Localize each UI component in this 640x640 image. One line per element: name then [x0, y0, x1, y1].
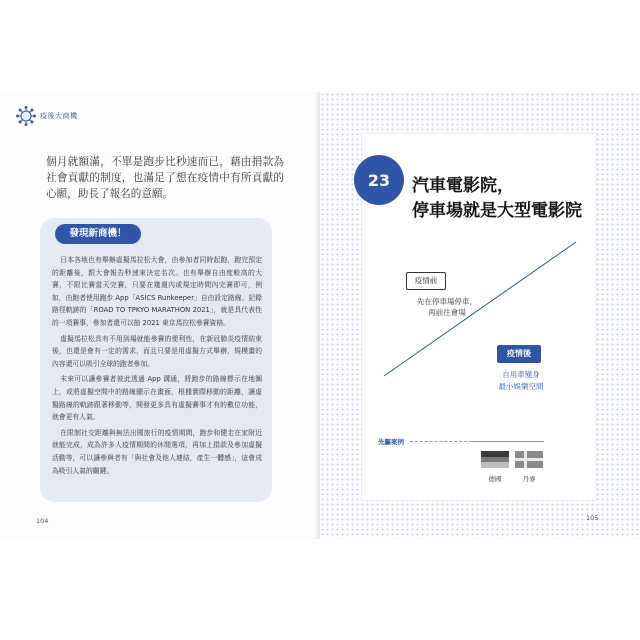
title-line: 停車場就是大型電影院: [412, 201, 582, 221]
box-text: [52, 254, 262, 480]
box-tag: 發現新商機！: [55, 224, 141, 244]
country-label: 德國: [488, 475, 502, 483]
page-number-left: 104: [36, 517, 49, 525]
box-paragraph: 日本各地也有舉辦虛擬馬拉松大會，由參加者同時起跑，跑完預定的距離後，跟大會報告秒速來決定名次。也有舉辦自由度較高的大賽，不限比賽當天完賽，只要在幾週內或規定時間內完賽即可，例如，由跑者使用跑步 App「ASICS Runkeeper」自由設定路線、記錄路徑軌跡的「ROAD TO TPKYO MARATHON 2021」，就是具代表性的一項賽事，參加者還可以抽 2021 東京馬拉松參賽資格。: [52, 256, 262, 327]
box-paragraph: 在限制社交距離與無法出國旅行的疫情期間，跑步和健走在家附近就能完成，成為許多人疫情期間的休閒選項，再加上捐款及參加虛擬活動等，可以讓參與者有「與社會及他人連結，產生一體感」，這會成為吸引人氣的關鍵。: [52, 428, 262, 475]
section-title: 疫後大商機: [40, 112, 78, 120]
country-label: 丹麥: [522, 475, 536, 483]
cases-label: 先驅案例: [378, 438, 404, 446]
item-number-badge: 23: [354, 155, 404, 205]
before-text: [392, 296, 502, 318]
denmark-flag-icon: [515, 451, 543, 468]
intro-paragraph: 個月就額滿，不單是跑步比秒速而已，藉由捐款為社會貢獻的制度，也滿足了想在疫情中有所貢獻的心願，助長了報名的意願。: [46, 156, 284, 200]
before-line: 再前往會場: [428, 308, 466, 317]
page-number-right: 105: [586, 514, 599, 522]
before-tag: 疫情前: [406, 272, 446, 290]
germany-flag-icon: [481, 451, 509, 468]
box-paragraph: 虛擬馬拉松具有不用到場就能參賽的便利性，在新冠肺炎疫情結束後，也還是會有一定的需求，而且只要是用虛擬方式舉辦，規模畫的內容還可以吸引全球的跑者參加。: [52, 334, 262, 368]
before-line: 先在停車場停車，: [417, 297, 477, 306]
after-text: [476, 369, 566, 392]
title-line: 汽車電影院，: [412, 176, 514, 196]
after-line: 自用車變身: [502, 370, 540, 379]
virus-icon: [16, 106, 36, 126]
cases-divider-dashed: [410, 441, 472, 442]
after-tag: 疫情後: [497, 345, 541, 363]
box-paragraph: 未來可以讓參賽者彼此透過 App 溝通，將跑步的路線標示在地圖上，或將虛擬空間中的路線顯示在畫面，根據實際移動的距離，讓虛擬路線的軌跡跟著移動等，開發更多具有虛擬賽事才有的數位功能，就會更有人氣。: [52, 375, 262, 422]
item-title: [412, 174, 582, 224]
after-line: 最小娛樂空間: [498, 381, 544, 391]
running-header: [16, 106, 78, 126]
cases-divider: [472, 441, 544, 442]
